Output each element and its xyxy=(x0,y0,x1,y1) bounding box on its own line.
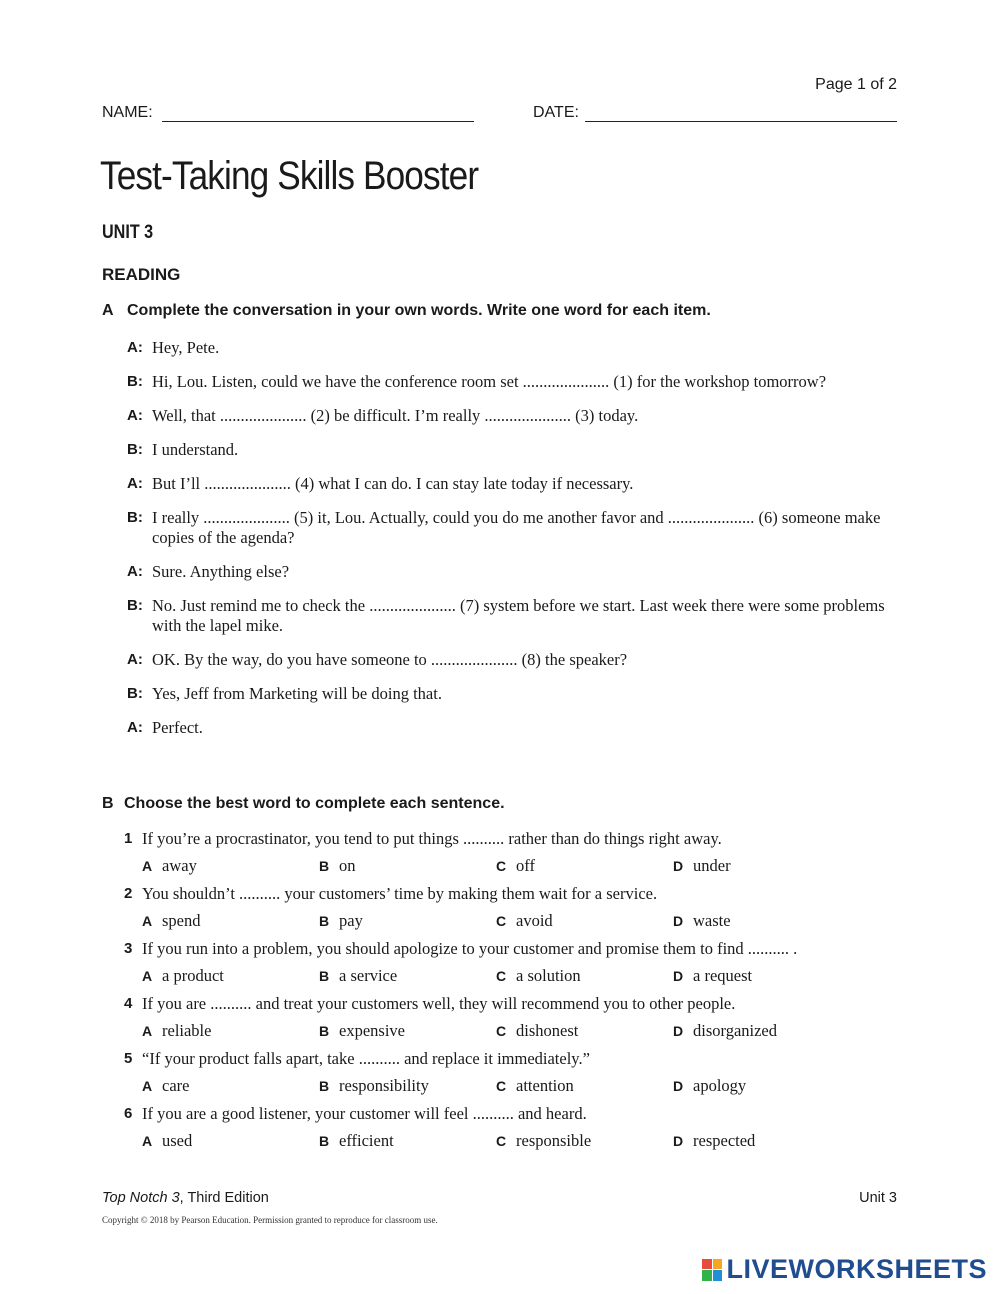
option-text: respected xyxy=(693,1131,756,1150)
section-a-heading xyxy=(102,302,711,320)
question-stem xyxy=(124,939,894,959)
logo-icon xyxy=(702,1259,722,1281)
answer-option[interactable] xyxy=(496,856,673,876)
logo-text: LIVEWORKSHEETS xyxy=(726,1254,987,1284)
question-number: 2 xyxy=(124,885,133,902)
logo-square xyxy=(702,1259,712,1270)
footer-book xyxy=(102,1190,269,1206)
option-text: under xyxy=(693,856,731,875)
question-stem xyxy=(124,884,894,904)
question-number: 1 xyxy=(124,830,133,847)
unit-label: UNIT 3 xyxy=(102,222,154,243)
option-letter: B xyxy=(319,1133,330,1149)
option-letter: C xyxy=(496,1133,507,1149)
option-text: apology xyxy=(693,1076,747,1095)
option-text: away xyxy=(162,856,197,875)
answer-options xyxy=(142,856,894,876)
conversation-line xyxy=(127,684,887,704)
speaker-label: A: xyxy=(127,719,143,736)
conversation-line xyxy=(127,562,887,582)
answer-option[interactable] xyxy=(673,966,850,986)
conversation-line xyxy=(127,508,887,548)
date-label: DATE: xyxy=(533,104,579,121)
speaker-label: A: xyxy=(127,339,143,356)
option-letter: D xyxy=(673,1023,684,1039)
footer-book-edition: , Third Edition xyxy=(179,1190,269,1206)
question-stem xyxy=(124,1104,894,1124)
conversation-line xyxy=(127,372,887,392)
question-text: “If your product falls apart, take .......... and replace it immediately.” xyxy=(142,1049,590,1068)
answer-option[interactable] xyxy=(319,1021,496,1041)
conversation-text: I really ..................... (5) it, Lou. Actually, could you do me another favor and ..................... (6) someone make copies of the agenda? xyxy=(152,508,881,547)
answer-option[interactable] xyxy=(496,1076,673,1096)
answer-option[interactable] xyxy=(496,911,673,931)
option-letter: D xyxy=(673,1133,684,1149)
option-letter: B xyxy=(319,968,330,984)
question-text: If you’re a procrastinator, you tend to put things .......... rather than do things right away. xyxy=(142,829,722,848)
question-stem xyxy=(124,994,894,1014)
option-letter: A xyxy=(142,1078,153,1094)
option-letter: C xyxy=(496,1078,507,1094)
answer-option[interactable] xyxy=(142,856,319,876)
section-a-letter: A xyxy=(102,302,114,319)
option-text: reliable xyxy=(162,1021,212,1040)
option-letter: D xyxy=(673,968,684,984)
option-text: expensive xyxy=(339,1021,405,1040)
question xyxy=(124,1049,894,1096)
answer-option[interactable] xyxy=(496,1021,673,1041)
option-text: care xyxy=(162,1076,190,1095)
answer-option[interactable] xyxy=(319,1131,496,1151)
conversation-line xyxy=(127,718,887,738)
question xyxy=(124,829,894,876)
answer-option[interactable] xyxy=(496,966,673,986)
conversation-text: Hi, Lou. Listen, could we have the conference room set ..................... (1) for the workshop tomorrow? xyxy=(152,372,827,391)
answer-options xyxy=(142,911,894,931)
option-text: avoid xyxy=(516,911,553,930)
question xyxy=(124,994,894,1041)
conversation-text: Sure. Anything else? xyxy=(152,562,290,581)
question-number: 5 xyxy=(124,1050,133,1067)
question-number: 4 xyxy=(124,995,133,1012)
option-letter: C xyxy=(496,968,507,984)
name-label: NAME: xyxy=(102,104,153,121)
speaker-label: A: xyxy=(127,651,143,668)
speaker-label: B: xyxy=(127,685,143,702)
answer-option[interactable] xyxy=(142,911,319,931)
question-list xyxy=(124,829,894,1159)
option-letter: B xyxy=(319,1023,330,1039)
question-stem xyxy=(124,1049,894,1069)
option-text: waste xyxy=(693,911,731,930)
option-text: a solution xyxy=(516,966,581,985)
conversation-text: Well, that ..................... (2) be difficult. I’m really ..................... (3) today. xyxy=(152,406,639,425)
question-text: If you are .......... and treat your customers well, they will recommend you to other people. xyxy=(142,994,736,1013)
name-field[interactable] xyxy=(162,121,474,122)
speaker-label: A: xyxy=(127,563,143,580)
logo-square xyxy=(713,1270,723,1281)
option-text: dishonest xyxy=(516,1021,579,1040)
answer-options xyxy=(142,1076,894,1096)
conversation-line xyxy=(127,406,887,426)
option-text: disorganized xyxy=(693,1021,778,1040)
question xyxy=(124,939,894,986)
answer-option[interactable] xyxy=(142,1131,319,1151)
speaker-label: B: xyxy=(127,373,143,390)
option-letter: D xyxy=(673,913,684,929)
conversation-text: I understand. xyxy=(152,440,239,459)
question-text: If you run into a problem, you should apologize to your customer and promise them to find .......... . xyxy=(142,939,798,958)
answer-option[interactable] xyxy=(673,1021,850,1041)
option-letter: A xyxy=(142,968,153,984)
speaker-label: A: xyxy=(127,475,143,492)
option-letter: A xyxy=(142,858,153,874)
footer-unit: Unit 3 xyxy=(859,1190,897,1206)
conversation-line xyxy=(127,440,887,460)
answer-option[interactable] xyxy=(319,911,496,931)
question-text: If you are a good listener, your customer will feel .......... and heard. xyxy=(142,1104,587,1123)
speaker-label: A: xyxy=(127,407,143,424)
speaker-label: B: xyxy=(127,509,143,526)
conversation-line xyxy=(127,338,887,358)
option-text: attention xyxy=(516,1076,574,1095)
option-letter: D xyxy=(673,1078,684,1094)
conversation-text: No. Just remind me to check the ..................... (7) system before we start. Last week there were some problems with the lapel mike. xyxy=(152,596,885,635)
question-number: 6 xyxy=(124,1105,133,1122)
answer-option[interactable] xyxy=(496,1131,673,1151)
question-stem xyxy=(124,829,894,849)
question xyxy=(124,1104,894,1151)
option-letter: C xyxy=(496,858,507,874)
conversation-line xyxy=(127,474,887,494)
option-text: off xyxy=(516,856,535,875)
answer-option[interactable] xyxy=(673,1076,850,1096)
answer-option[interactable] xyxy=(319,966,496,986)
option-letter: B xyxy=(319,913,330,929)
page-number: Page 1 of 2 xyxy=(815,76,897,93)
conversation-line xyxy=(127,650,887,670)
question xyxy=(124,884,894,931)
answer-option[interactable] xyxy=(142,1076,319,1096)
option-letter: B xyxy=(319,1078,330,1094)
option-text: responsible xyxy=(516,1131,592,1150)
answer-option[interactable] xyxy=(142,1021,319,1041)
conversation-text: Hey, Pete. xyxy=(152,338,220,357)
answer-option[interactable] xyxy=(673,856,850,876)
section-a-instruction: Complete the conversation in your own words. Write one word for each item. xyxy=(127,302,711,319)
question-text: You shouldn’t .......... your customers’ time by making them wait for a service. xyxy=(142,884,658,903)
option-text: used xyxy=(162,1131,193,1150)
logo-square xyxy=(713,1259,723,1270)
speaker-label: B: xyxy=(127,597,143,614)
option-text: a request xyxy=(693,966,753,985)
name-date-row xyxy=(102,104,897,126)
option-text: efficient xyxy=(339,1131,394,1150)
section-b-letter: B xyxy=(102,795,114,812)
question-number: 3 xyxy=(124,940,133,957)
conversation-text: OK. By the way, do you have someone to ..................... (8) the speaker? xyxy=(152,650,628,669)
answer-options xyxy=(142,966,894,986)
option-text: on xyxy=(339,856,356,875)
conversation xyxy=(127,338,887,752)
conversation-line xyxy=(127,596,887,636)
option-text: a product xyxy=(162,966,224,985)
option-letter: B xyxy=(319,858,330,874)
option-text: spend xyxy=(162,911,201,930)
answer-option[interactable] xyxy=(319,856,496,876)
answer-option[interactable] xyxy=(142,966,319,986)
liveworksheets-logo[interactable] xyxy=(702,1254,987,1285)
logo-square xyxy=(702,1270,712,1281)
option-letter: D xyxy=(673,858,684,874)
speaker-label: B: xyxy=(127,441,143,458)
reading-heading: READING xyxy=(102,265,181,284)
option-letter: C xyxy=(496,1023,507,1039)
answer-option[interactable] xyxy=(319,1076,496,1096)
option-letter: C xyxy=(496,913,507,929)
conversation-text: Perfect. xyxy=(152,718,203,737)
section-b-instruction: Choose the best word to complete each sentence. xyxy=(124,795,505,812)
answer-options xyxy=(142,1021,894,1041)
page-title: Test-Taking Skills Booster xyxy=(100,154,479,198)
option-letter: A xyxy=(142,1133,153,1149)
answer-option[interactable] xyxy=(673,911,850,931)
conversation-text: But I’ll ..................... (4) what I can do. I can stay late today if necessary. xyxy=(152,474,634,493)
answer-options xyxy=(142,1131,894,1151)
footer-book-title: Top Notch 3 xyxy=(102,1190,180,1206)
section-b-heading xyxy=(102,795,505,813)
option-letter: A xyxy=(142,913,153,929)
copyright: Copyright © 2018 by Pearson Education. Permission granted to reproduce for classroom use. xyxy=(102,1215,438,1225)
option-text: pay xyxy=(339,911,363,930)
option-text: responsibility xyxy=(339,1076,429,1095)
date-field[interactable] xyxy=(585,121,897,122)
option-letter: A xyxy=(142,1023,153,1039)
conversation-text: Yes, Jeff from Marketing will be doing that. xyxy=(152,684,442,703)
option-text: a service xyxy=(339,966,398,985)
answer-option[interactable] xyxy=(673,1131,850,1151)
